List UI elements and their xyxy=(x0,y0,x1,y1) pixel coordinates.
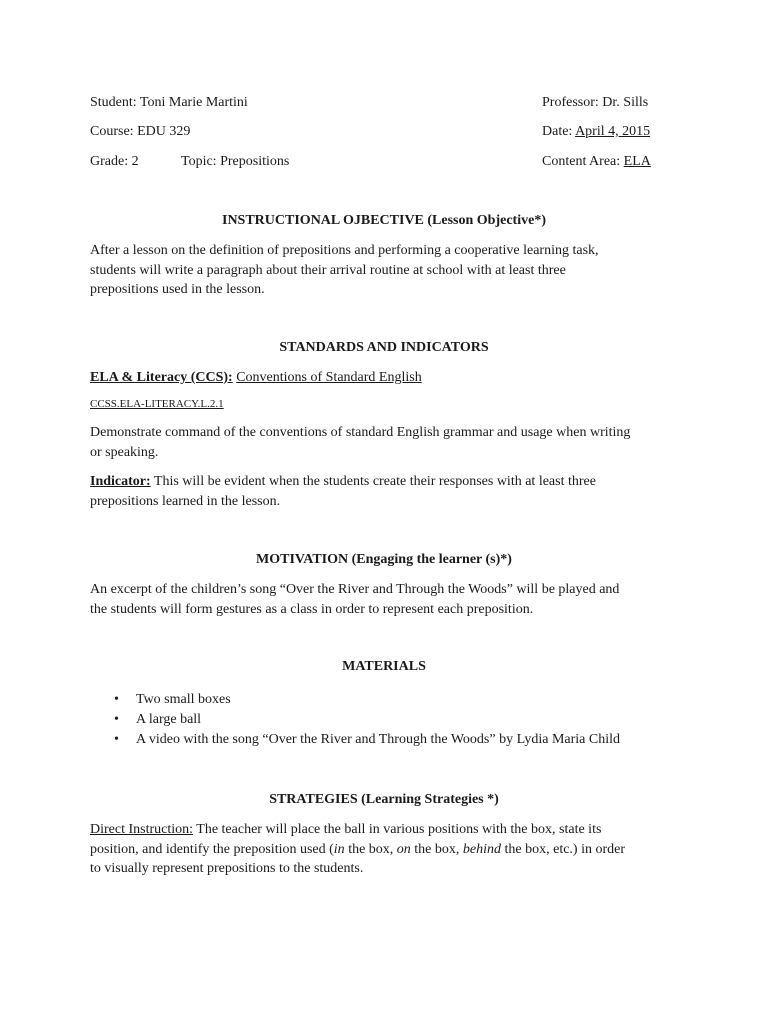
objective-paragraph xyxy=(90,241,690,300)
date-line xyxy=(542,125,650,139)
list-item: • A video with the song “Over the River and Through the Woods” by Lydia Maria Child xyxy=(90,730,620,750)
date-value: April 4, 2015 xyxy=(575,124,651,139)
topic-line xyxy=(181,155,289,169)
strategies-paragraph xyxy=(90,820,690,879)
objective-line: After a lesson on the definition of prepositions and performing a cooperative learning task, xyxy=(90,243,599,258)
student-label: Student: xyxy=(90,95,137,110)
ela-literacy-label: ELA & Literacy (CCS): xyxy=(90,370,233,385)
grade-label: Grade: xyxy=(90,154,129,169)
strategies-text: the box, etc.) in order xyxy=(501,841,626,857)
grade-value: 2 xyxy=(131,154,139,169)
motivation-heading-sub: (Engaging the learner (s)*) xyxy=(351,552,512,567)
list-item: • A large ball xyxy=(90,710,620,730)
content-area-line xyxy=(542,155,651,169)
grade-line xyxy=(90,155,139,169)
strategies-text: the box, xyxy=(410,841,463,857)
materials-heading: MATERIALS xyxy=(342,659,426,674)
strategies-heading-sub: (Learning Strategies *) xyxy=(361,792,499,807)
student-value: Toni Marie Martini xyxy=(139,95,248,110)
ela-literacy-value: Conventions of Standard English xyxy=(236,370,422,385)
standard-description xyxy=(90,423,690,462)
objective-line: students will write a paragraph about their arrival routine at school with at least three xyxy=(90,262,566,278)
objective-heading-sub: (Lesson Objective*) xyxy=(427,213,546,228)
standard-description-line: Demonstrate command of the conventions of standard English grammar and usage when writing xyxy=(90,425,631,440)
direct-instruction-label: Direct Instruction: xyxy=(90,822,194,837)
objective-heading xyxy=(0,214,768,228)
strategies-line: to visually represent prepositions to the students. xyxy=(90,861,364,876)
preposition-behind: behind xyxy=(462,841,502,857)
professor-line xyxy=(542,96,648,110)
strategies-text: the box, xyxy=(344,841,397,857)
course-line xyxy=(90,125,190,139)
preposition-on: on xyxy=(396,841,411,857)
course-value: EDU 329 xyxy=(137,124,191,139)
objective-heading-main: INSTRUCTIONAL OJBECTIVE xyxy=(222,213,424,228)
professor-label: Professor: xyxy=(542,95,599,110)
objective-line: prepositions used in the lesson. xyxy=(90,282,265,297)
motivation-paragraph xyxy=(90,580,690,619)
indicator-paragraph xyxy=(90,472,690,511)
strategies-line xyxy=(90,840,690,860)
motivation-heading-main: MOTIVATION xyxy=(256,552,349,567)
standard-description-line: or speaking. xyxy=(90,444,159,460)
list-item: • Two small boxes xyxy=(90,690,620,710)
indicator-line: prepositions learned in the lesson. xyxy=(90,493,281,509)
motivation-heading xyxy=(0,553,768,567)
strategies-heading xyxy=(0,793,768,807)
content-area-value: ELA xyxy=(623,154,651,169)
professor-value: Dr. Sills xyxy=(602,95,649,110)
indicator-line xyxy=(90,472,690,492)
topic-label: Topic: xyxy=(181,154,217,169)
materials-list xyxy=(90,690,620,750)
preposition-in: in xyxy=(333,841,345,857)
strategies-heading-main: STRATEGIES xyxy=(269,792,358,807)
motivation-line: An excerpt of the children’s song “Over the River and Through the Woods” will be played and xyxy=(90,582,620,597)
ela-literacy-line xyxy=(90,371,422,385)
topic-value: Prepositions xyxy=(220,154,290,169)
standards-heading: STANDARDS AND INDICATORS xyxy=(279,340,489,355)
standard-code: CCSS.ELA-LITERACY.L.2.1 xyxy=(90,398,224,410)
indicator-label: Indicator: xyxy=(90,474,151,489)
content-area-label: Content Area: xyxy=(542,154,621,169)
student-line xyxy=(90,96,248,110)
indicator-text: This will be evident when the students create their responses with at least three xyxy=(153,474,596,489)
course-label: Course: xyxy=(90,124,134,139)
strategies-text: The teacher will place the ball in various positions with the box, state its xyxy=(196,822,602,837)
strategies-line xyxy=(90,820,690,840)
date-label: Date: xyxy=(542,124,573,139)
motivation-line: the students will form gestures as a class in order to represent each preposition. xyxy=(90,601,534,617)
strategies-text: position, and identify the preposition used ( xyxy=(90,841,334,857)
